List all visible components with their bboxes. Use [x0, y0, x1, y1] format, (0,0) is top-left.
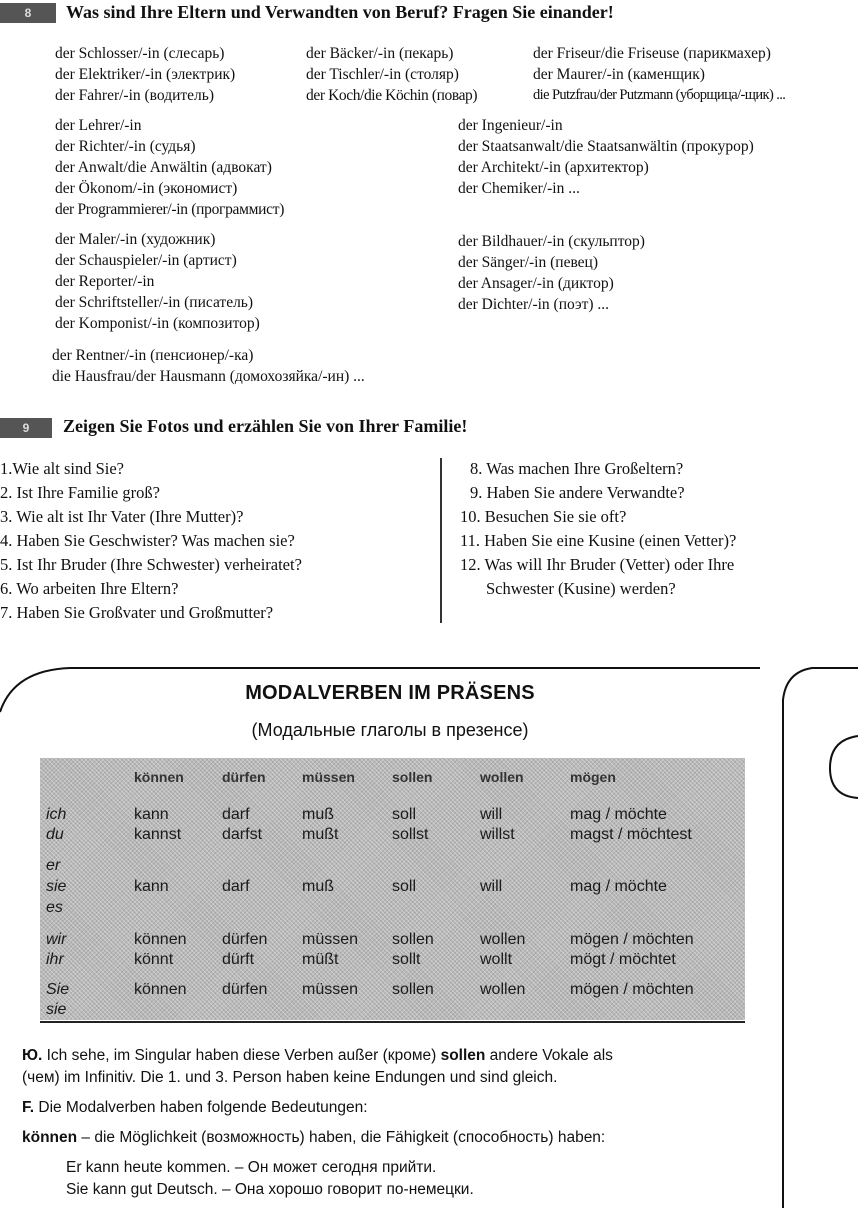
vocab-item: der Reporter/-in	[55, 273, 155, 290]
vocab-item: der Architekt/-in (архитектор)	[458, 159, 649, 176]
table-cell: will	[480, 806, 503, 823]
exercise-number-badge: 8	[0, 3, 56, 23]
table-cell: könnt	[134, 951, 174, 968]
table-cell: mag / möchte	[570, 806, 667, 823]
vocab-item: der Programmierer/-in (программист)	[55, 201, 285, 218]
vocab-item: der Koch/die Köchin (повар)	[306, 87, 478, 104]
vocab-item: der Rentner/-in (пенсионер/-ка)	[52, 347, 254, 364]
table-cell: wollt	[480, 951, 513, 968]
note-label: Ю.	[22, 1047, 43, 1064]
table-cell: kann	[134, 878, 169, 895]
table-header: wollen	[480, 769, 524, 785]
table-cell: dürfen	[222, 981, 268, 998]
vocab-item: der Komponist/-in (композитор)	[55, 315, 260, 332]
table-cell: dürfen	[222, 931, 268, 948]
vocab-item: der Sänger/-in (певец)	[458, 254, 599, 271]
vocab-item: der Lehrer/-in	[55, 117, 142, 134]
table-cell: kannst	[134, 826, 182, 843]
pronoun: ich	[46, 806, 67, 823]
exercise-9-title: Zeigen Sie Fotos und erzählen Sie von Ihrer Familie!	[63, 416, 468, 436]
table-cell: mögt / möchtet	[570, 951, 676, 968]
note-konnen	[22, 1127, 605, 1149]
vocab-item: der Schriftsteller/-in (писатель)	[55, 294, 254, 311]
table-header: dürfen	[222, 769, 266, 785]
note-text: andere Vokale als	[485, 1047, 613, 1064]
table-cell: willst	[480, 826, 515, 843]
table-cell: sollt	[392, 951, 421, 968]
vocab-item: der Ökonom/-in (экономист)	[55, 180, 238, 197]
table-cell: mag / möchte	[570, 878, 667, 895]
vocab-item: der Richter/-in (судья)	[55, 138, 196, 155]
table-cell: will	[480, 878, 503, 895]
table-cell: darf	[222, 806, 250, 823]
question-item: 9. Haben Sie andere Verwandte?	[470, 483, 685, 502]
table-bottom-rule	[40, 1021, 745, 1023]
table-cell: wollen	[480, 931, 526, 948]
pronoun: es	[46, 899, 63, 916]
note-label: F.	[22, 1099, 35, 1116]
question-item: 4. Haben Sie Geschwister? Was machen sie?	[0, 531, 295, 550]
table-cell: sollen	[392, 981, 434, 998]
table-cell: muß	[302, 878, 334, 895]
table-cell: dürft	[222, 951, 255, 968]
vocab-item: der Maler/-in (художник)	[55, 231, 216, 248]
table-header: sollen	[392, 769, 433, 785]
table-cell: mußt	[302, 826, 339, 843]
question-item: 1.Wie alt sind Sie?	[0, 459, 124, 478]
vocab-item: die Putzfrau/der Putzmann (уборщица/-щик) ...	[533, 87, 786, 103]
table-cell: sollst	[392, 826, 429, 843]
question-item: 2. Ist Ihre Familie groß?	[0, 483, 160, 502]
vocab-item: der Dichter/-in (поэт) ...	[458, 296, 610, 313]
vocab-item: der Chemiker/-in ...	[458, 180, 580, 197]
note-text: Ich sehe, im Singular haben diese Verben außer (кроме)	[42, 1047, 441, 1064]
table-cell: können	[134, 931, 187, 948]
table-cell: mögen / möchten	[570, 931, 694, 948]
exercise-number-badge: 9	[0, 418, 52, 438]
table-cell: sollen	[392, 931, 434, 948]
table-header: können	[134, 769, 184, 785]
box-border-right	[783, 668, 858, 1208]
table-cell: soll	[392, 878, 417, 895]
question-item: 11. Haben Sie eine Kusine (einen Vetter)?	[460, 531, 737, 550]
table-cell: darfst	[222, 826, 263, 843]
note-text: Die Modalverben haben folgende Bedeutungen:	[34, 1099, 368, 1116]
pronoun: wir	[46, 931, 67, 948]
question-item: 6. Wo arbeiten Ihre Eltern?	[0, 579, 179, 598]
table-cell: muß	[302, 806, 334, 823]
note-ju-line1	[22, 1045, 613, 1067]
note-ju	[22, 1045, 613, 1089]
table-cell: müssen	[302, 931, 359, 948]
pronoun: er	[46, 857, 61, 874]
modal-subtitle: (Модальные глаголы в презенсе)	[251, 720, 529, 740]
example-sentence: Sie kann gut Deutsch. – Она хорошо говорит по-немецки.	[66, 1181, 474, 1198]
vocab-item: der Bäcker/-in (пекарь)	[306, 45, 454, 62]
vocab-item: der Staatsanwalt/die Staatsanwältin (прокурор)	[458, 138, 754, 155]
question-item: 7. Haben Sie Großvater und Großmutter?	[0, 603, 274, 622]
vocab-item: der Schauspieler/-in (артист)	[55, 252, 237, 269]
note-bold-word: sollen	[440, 1047, 486, 1064]
question-item: 12. Was will Ihr Bruder (Vetter) oder Ihre	[460, 555, 735, 574]
table-header: mögen	[570, 769, 616, 785]
vocab-item: der Ansager/-in (диктор)	[458, 275, 614, 292]
vocab-item: der Maurer/-in (каменщик)	[533, 66, 705, 83]
vocab-item: der Tischler/-in (столяр)	[306, 66, 459, 83]
pronoun: du	[46, 826, 64, 843]
table-cell: darf	[222, 878, 250, 895]
example-sentence: Er kann heute kommen. – Он может сегодня прийти.	[66, 1159, 437, 1176]
vocab-item: die Hausfrau/der Hausmann (домохозяйка/-ин) ...	[52, 368, 365, 385]
table-cell: müßt	[302, 951, 339, 968]
table-cell: müssen	[302, 981, 359, 998]
question-item: 10. Besuchen Sie sie oft?	[460, 507, 627, 526]
vocab-item: der Anwalt/die Anwältin (адвокат)	[55, 159, 272, 176]
note-f	[22, 1097, 368, 1119]
table-header: müssen	[302, 769, 355, 785]
question-item: 5. Ist Ihr Bruder (Ihre Schwester) verheiratet?	[0, 555, 302, 574]
table-cell: wollen	[480, 981, 526, 998]
note-text: – die Möglichkeit (возможность) haben, die Fähigkeit (способность) haben:	[77, 1129, 606, 1146]
pronoun: sie	[46, 878, 67, 895]
vocab-item: der Ingenieur/-in	[458, 117, 563, 134]
table-cell: kann	[134, 806, 169, 823]
note-bold-word: können	[22, 1129, 78, 1146]
table-cell: soll	[392, 806, 417, 823]
pronoun: Sie	[46, 981, 70, 998]
vocab-item: der Fahrer/-in (водитель)	[55, 87, 214, 104]
table-cell: können	[134, 981, 187, 998]
question-item: 8. Was machen Ihre Großeltern?	[470, 459, 684, 478]
note-ju-line2: (чем) im Infinitiv. Die 1. und 3. Person haben keine Endungen und sind gleich.	[22, 1069, 558, 1086]
side-tab-arc	[830, 736, 858, 798]
vocab-item: der Schlosser/-in (слесарь)	[55, 45, 225, 62]
vocab-item: der Elektriker/-in (электрик)	[55, 66, 236, 83]
vocab-item: der Bildhauer/-in (скульптор)	[458, 233, 645, 250]
question-item: Schwester (Kusine) werden?	[486, 579, 676, 598]
question-item: 3. Wie alt ist Ihr Vater (Ihre Mutter)?	[0, 507, 244, 526]
modal-title: MODALVERBEN IM PRÄSENS	[245, 682, 535, 704]
modal-verb-table	[40, 758, 745, 1020]
table-cell: mögen / möchten	[570, 981, 694, 998]
pronoun: ihr	[46, 951, 64, 968]
vocab-item: der Friseur/die Friseuse (парикмахер)	[533, 45, 771, 62]
exercise-8-title: Was sind Ihre Eltern und Verwandten von Beruf? Fragen Sie einander!	[66, 2, 614, 22]
table-cell: magst / möchtest	[570, 826, 692, 843]
pronoun: sie	[46, 1001, 67, 1018]
